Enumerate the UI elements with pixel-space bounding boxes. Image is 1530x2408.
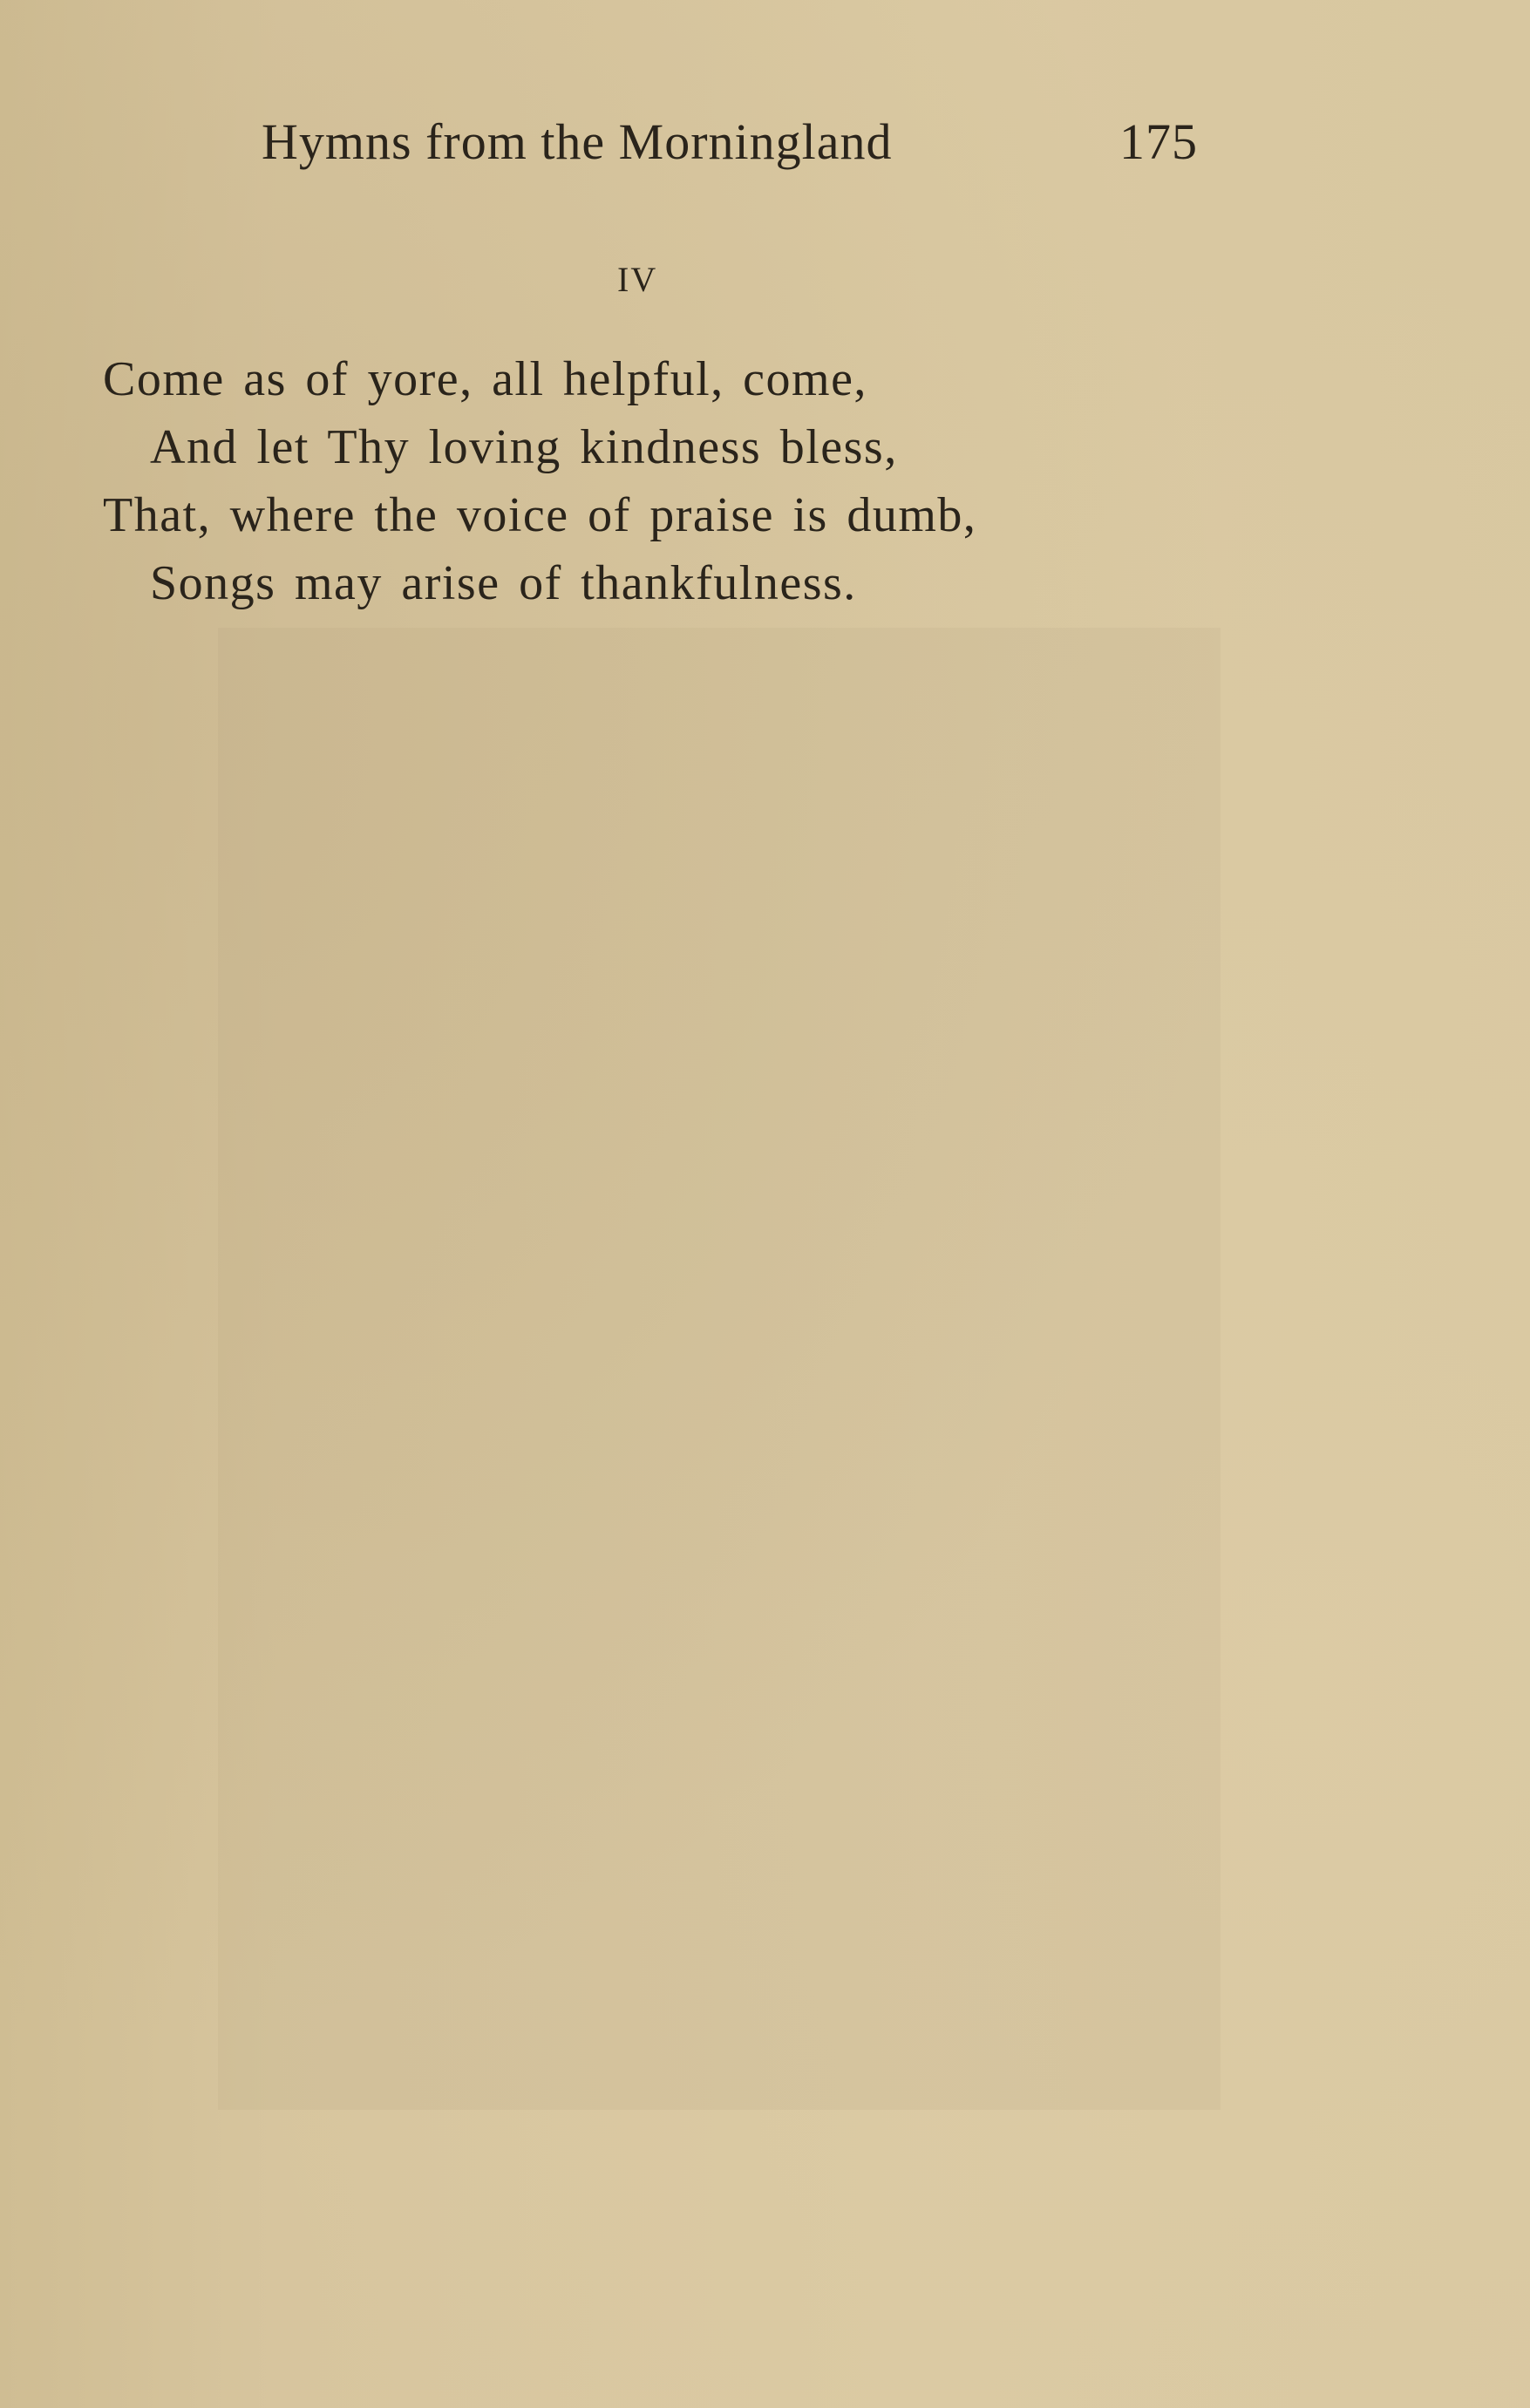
running-title: Hymns from the Morningland xyxy=(262,113,893,170)
verse-line-3: That, where the voice of praise is dumb, xyxy=(103,488,977,542)
section-numeral: IV xyxy=(617,260,658,299)
verse-line-1: Come as of yore, all helpful, come, xyxy=(103,352,867,406)
verse-line-2: And let Thy loving kindness bless, xyxy=(150,420,898,474)
running-head xyxy=(0,112,1530,173)
page-number: 175 xyxy=(1119,113,1198,170)
verse-line-4: Songs may arise of thankfulness. xyxy=(150,556,857,610)
